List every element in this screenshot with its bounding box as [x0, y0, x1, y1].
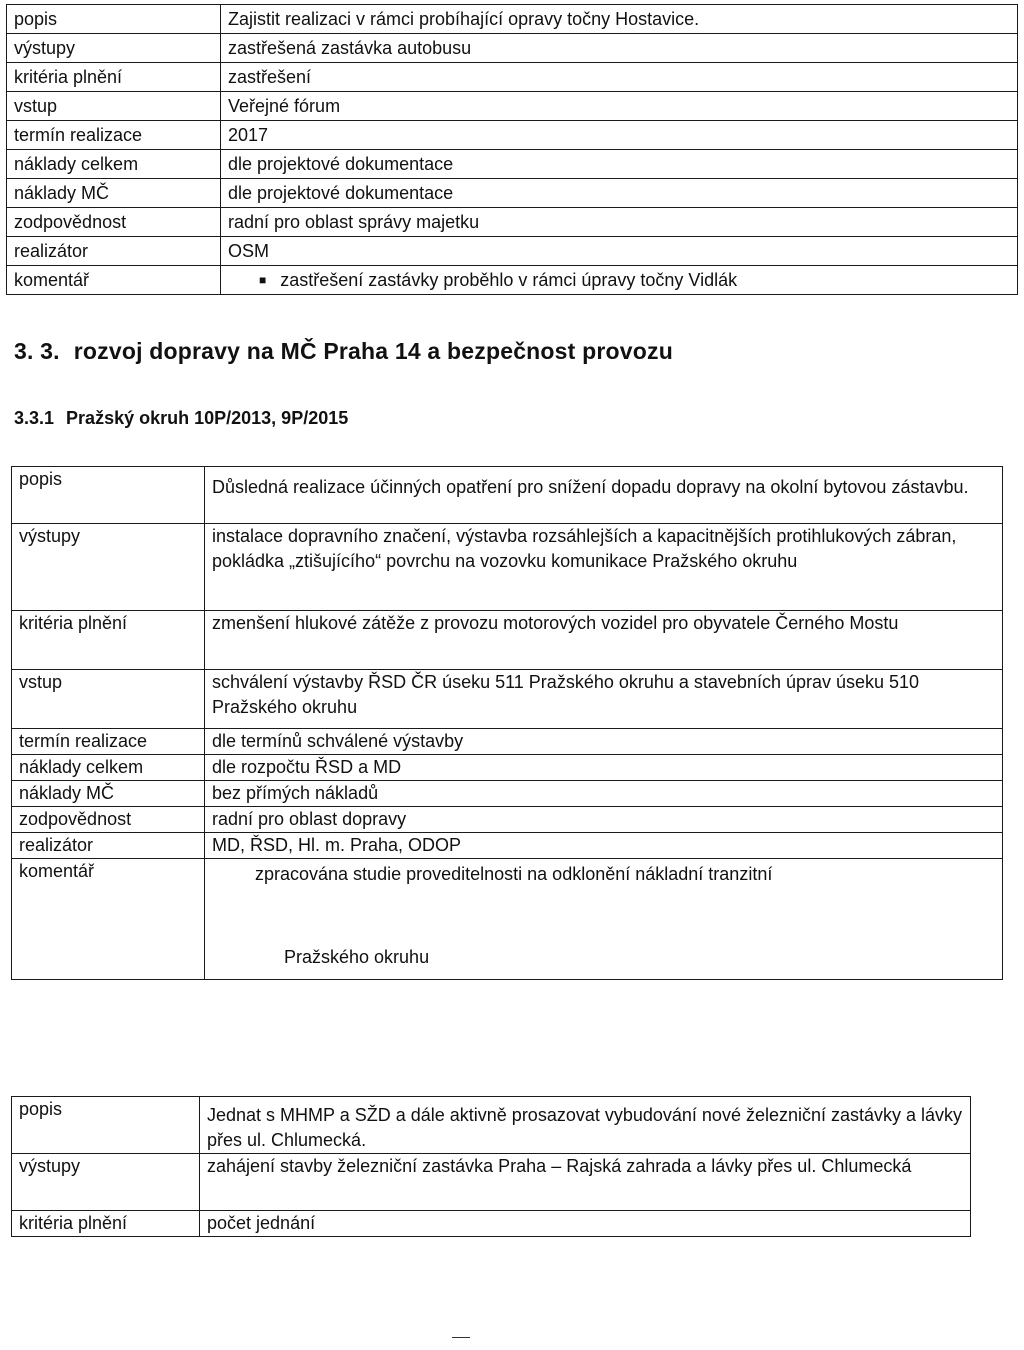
table-row [12, 1097, 971, 1154]
row-value [205, 859, 1003, 980]
table-row [12, 781, 1003, 807]
section-heading [14, 338, 673, 365]
row-label: kritéria plnění [7, 63, 221, 92]
row-label: náklady MČ [12, 781, 205, 807]
row-value: instalace dopravního značení, výstavba rozsáhlejších a kapacitnějších protihlukových zábran, pokládka „ztišujícího“ povrchu na vozovku komunikace Pražského okruhu [205, 524, 1003, 611]
row-value: radní pro oblast dopravy [205, 807, 1003, 833]
row-value: dle rozpočtu ŘSD a MD [205, 755, 1003, 781]
row-value: bez přímých nákladů [205, 781, 1003, 807]
table-row [7, 121, 1018, 150]
row-value: počet jednání [200, 1211, 971, 1237]
row-label: popis [12, 467, 205, 524]
table-row [12, 807, 1003, 833]
row-label: termín realizace [12, 729, 205, 755]
table-row [7, 63, 1018, 92]
row-value: schválení výstavby ŘSD ČR úseku 511 Pražského okruhu a stavebních úprav úseku 510 Pražského okruhu [205, 670, 1003, 729]
page-footer-mark [452, 1337, 470, 1338]
row-label: výstupy [12, 1154, 200, 1211]
row-label: komentář [12, 859, 205, 980]
table-row [12, 524, 1003, 611]
table-row [7, 34, 1018, 63]
row-value: Jednat s MHMP a SŽD a dále aktivně prosazovat vybudování nové železniční zastávky a lávky přes ul. Chlumecká. [200, 1097, 971, 1154]
row-label: výstupy [12, 524, 205, 611]
table-row [7, 92, 1018, 121]
row-value: zastřešená zastávka autobusu [221, 34, 1018, 63]
table-row [7, 179, 1018, 208]
project-table-prazsky-okruh [11, 466, 1003, 980]
row-value: 2017 [221, 121, 1018, 150]
row-value: MD, ŘSD, Hl. m. Praha, ODOP [205, 833, 1003, 859]
subsection-heading [14, 408, 348, 429]
row-label: kritéria plnění [12, 611, 205, 670]
row-value: zmenšení hlukové zátěže z provozu motorových vozidel pro obyvatele Černého Mostu [205, 611, 1003, 670]
row-label: komentář [7, 266, 221, 295]
table-row [7, 5, 1018, 34]
bullet-icon: ■ [259, 273, 267, 287]
table-row [7, 237, 1018, 266]
comment-text: zpracována studie proveditelnosti na odklonění nákladní tranzitní [255, 864, 773, 884]
row-value: zastřešení [221, 63, 1018, 92]
table-row [12, 1211, 971, 1237]
table-row [12, 670, 1003, 729]
row-value: dle projektové dokumentace [221, 150, 1018, 179]
row-label: termín realizace [7, 121, 221, 150]
subsection-title: Pražský okruh 10P/2013, 9P/2015 [66, 408, 349, 428]
row-value: Zajistit realizaci v rámci probíhající opravy točny Hostavice. [221, 5, 1018, 34]
row-label: kritéria plnění [12, 1211, 200, 1237]
row-label: vstup [7, 92, 221, 121]
project-table-rajska-zahrada [11, 1096, 971, 1237]
row-value: zahájení stavby železniční zastávka Praha – Rajská zahrada a lávky přes ul. Chlumecká [200, 1154, 971, 1211]
row-label: zodpovědnost [7, 208, 221, 237]
row-label: realizátor [7, 237, 221, 266]
table-row [12, 833, 1003, 859]
row-value: radní pro oblast správy majetku [221, 208, 1018, 237]
row-label: zodpovědnost [12, 807, 205, 833]
row-value: Důsledná realizace účinných opatření pro snížení dopadu dopravy na okolní bytovou zástavbu. [205, 467, 1003, 524]
row-label: vstup [12, 670, 205, 729]
row-label: náklady MČ [7, 179, 221, 208]
table-row [12, 755, 1003, 781]
row-value: dle projektové dokumentace [221, 179, 1018, 208]
row-value: OSM [221, 237, 1018, 266]
table-row [12, 611, 1003, 670]
section-number: 3. 3. [14, 338, 60, 364]
table-row [7, 208, 1018, 237]
row-value: Veřejné fórum [221, 92, 1018, 121]
row-label: náklady celkem [12, 755, 205, 781]
comment-text: zastřešení zastávky proběhlo v rámci úpravy točny Vidlák [280, 270, 738, 290]
table-row [7, 150, 1018, 179]
row-label: realizátor [12, 833, 205, 859]
table-row [7, 266, 1018, 295]
section-title: rozvoj dopravy na MČ Praha 14 a bezpečnost provozu [73, 338, 673, 364]
row-value: dle termínů schválené výstavby [205, 729, 1003, 755]
row-value [221, 266, 1018, 295]
table-row [12, 1154, 971, 1211]
project-table-hostavice [6, 4, 1018, 295]
comment-text-continued: Pražského okruhu [284, 947, 430, 967]
row-label: náklady celkem [7, 150, 221, 179]
table-row [12, 467, 1003, 524]
row-label: výstupy [7, 34, 221, 63]
row-label: popis [7, 5, 221, 34]
table-row [12, 859, 1003, 980]
table-row [12, 729, 1003, 755]
subsection-number: 3.3.1 [14, 408, 55, 428]
row-label: popis [12, 1097, 200, 1154]
